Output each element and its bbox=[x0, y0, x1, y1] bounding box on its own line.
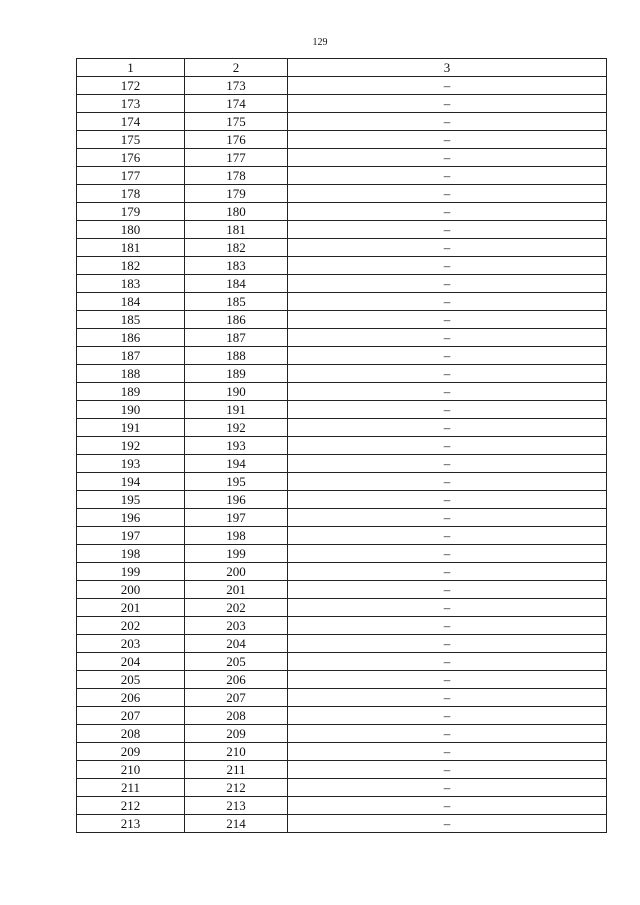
table-cell-col2: 188 bbox=[185, 347, 288, 365]
table-cell-col2: 186 bbox=[185, 311, 288, 329]
table-body bbox=[77, 77, 607, 833]
table-cell-col1: 203 bbox=[77, 635, 185, 653]
table-cell-col3: – bbox=[288, 797, 607, 815]
table-cell-col1: 198 bbox=[77, 545, 185, 563]
table-cell-col3: – bbox=[288, 563, 607, 581]
table-cell-col1: 211 bbox=[77, 779, 185, 797]
table-cell-col2: 196 bbox=[185, 491, 288, 509]
table-cell-col3: – bbox=[288, 95, 607, 113]
table-cell-col3: – bbox=[288, 311, 607, 329]
table-cell-col3: – bbox=[288, 419, 607, 437]
table-row bbox=[77, 329, 607, 347]
table-cell-col1: 210 bbox=[77, 761, 185, 779]
table-cell-col2: 212 bbox=[185, 779, 288, 797]
table-cell-col1: 178 bbox=[77, 185, 185, 203]
table-cell-col1: 189 bbox=[77, 383, 185, 401]
table-cell-col2: 179 bbox=[185, 185, 288, 203]
table-cell-col1: 195 bbox=[77, 491, 185, 509]
table-cell-col3: – bbox=[288, 815, 607, 833]
table-cell-col3: – bbox=[288, 437, 607, 455]
table-cell-col2: 176 bbox=[185, 131, 288, 149]
table-cell-col1: 182 bbox=[77, 257, 185, 275]
table-cell-col2: 211 bbox=[185, 761, 288, 779]
table-row bbox=[77, 77, 607, 95]
table-row bbox=[77, 203, 607, 221]
table-row bbox=[77, 275, 607, 293]
table-row bbox=[77, 149, 607, 167]
table-cell-col3: – bbox=[288, 671, 607, 689]
table-row bbox=[77, 491, 607, 509]
table-cell-col2: 178 bbox=[185, 167, 288, 185]
table-row bbox=[77, 599, 607, 617]
table-cell-col1: 177 bbox=[77, 167, 185, 185]
table-cell-col1: 190 bbox=[77, 401, 185, 419]
table-cell-col2: 191 bbox=[185, 401, 288, 419]
table-cell-col1: 175 bbox=[77, 131, 185, 149]
table-row bbox=[77, 293, 607, 311]
table-row bbox=[77, 815, 607, 833]
table-row bbox=[77, 527, 607, 545]
table-cell-col3: – bbox=[288, 653, 607, 671]
table-cell-col3: – bbox=[288, 743, 607, 761]
table-cell-col1: 202 bbox=[77, 617, 185, 635]
table-cell-col2: 205 bbox=[185, 653, 288, 671]
table-cell-col1: 212 bbox=[77, 797, 185, 815]
table-cell-col3: – bbox=[288, 185, 607, 203]
table-cell-col2: 208 bbox=[185, 707, 288, 725]
table-row bbox=[77, 257, 607, 275]
table-row bbox=[77, 383, 607, 401]
table-cell-col2: 206 bbox=[185, 671, 288, 689]
table-cell-col2: 180 bbox=[185, 203, 288, 221]
table-cell-col2: 200 bbox=[185, 563, 288, 581]
table-cell-col1: 174 bbox=[77, 113, 185, 131]
table-cell-col1: 204 bbox=[77, 653, 185, 671]
table-cell-col3: – bbox=[288, 149, 607, 167]
table-cell-col1: 199 bbox=[77, 563, 185, 581]
table-row bbox=[77, 581, 607, 599]
table-row bbox=[77, 671, 607, 689]
table-cell-col2: 199 bbox=[185, 545, 288, 563]
table-row bbox=[77, 239, 607, 257]
table-header bbox=[77, 59, 607, 77]
table-row bbox=[77, 689, 607, 707]
table-cell-col2: 203 bbox=[185, 617, 288, 635]
table-cell-col3: – bbox=[288, 77, 607, 95]
table-cell-col3: – bbox=[288, 365, 607, 383]
table-cell-col3: – bbox=[288, 491, 607, 509]
table-row bbox=[77, 221, 607, 239]
table-cell-col1: 179 bbox=[77, 203, 185, 221]
table-cell-col3: – bbox=[288, 581, 607, 599]
table-row bbox=[77, 401, 607, 419]
table-cell-col3: – bbox=[288, 635, 607, 653]
table-row bbox=[77, 311, 607, 329]
table-row bbox=[77, 437, 607, 455]
table-cell-col3: – bbox=[288, 347, 607, 365]
table-cell-col3: – bbox=[288, 707, 607, 725]
table-cell-col1: 213 bbox=[77, 815, 185, 833]
table-cell-col2: 173 bbox=[185, 77, 288, 95]
table-cell-col3: – bbox=[288, 509, 607, 527]
table-cell-col1: 194 bbox=[77, 473, 185, 491]
table-cell-col2: 209 bbox=[185, 725, 288, 743]
table-cell-col1: 207 bbox=[77, 707, 185, 725]
table-cell-col1: 176 bbox=[77, 149, 185, 167]
table-cell-col2: 182 bbox=[185, 239, 288, 257]
table-cell-col3: – bbox=[288, 617, 607, 635]
table-cell-col2: 184 bbox=[185, 275, 288, 293]
table-cell-col1: 205 bbox=[77, 671, 185, 689]
table-cell-col2: 193 bbox=[185, 437, 288, 455]
table-cell-col3: – bbox=[288, 257, 607, 275]
table-row bbox=[77, 365, 607, 383]
table-cell-col1: 188 bbox=[77, 365, 185, 383]
table-row bbox=[77, 635, 607, 653]
table-row bbox=[77, 95, 607, 113]
table-cell-col3: – bbox=[288, 329, 607, 347]
table-cell-col1: 173 bbox=[77, 95, 185, 113]
table-row bbox=[77, 653, 607, 671]
table-cell-col2: 195 bbox=[185, 473, 288, 491]
data-table bbox=[76, 58, 607, 833]
table-cell-col3: – bbox=[288, 455, 607, 473]
table-header-row bbox=[77, 59, 607, 77]
table-row bbox=[77, 185, 607, 203]
table-cell-col3: – bbox=[288, 599, 607, 617]
table-row bbox=[77, 779, 607, 797]
table-cell-col1: 192 bbox=[77, 437, 185, 455]
table-cell-col1: 183 bbox=[77, 275, 185, 293]
table-row bbox=[77, 707, 607, 725]
table-cell-col2: 210 bbox=[185, 743, 288, 761]
table-cell-col2: 187 bbox=[185, 329, 288, 347]
table-cell-col3: – bbox=[288, 527, 607, 545]
table-cell-col2: 197 bbox=[185, 509, 288, 527]
table-cell-col2: 177 bbox=[185, 149, 288, 167]
table-cell-col1: 206 bbox=[77, 689, 185, 707]
table-cell-col1: 184 bbox=[77, 293, 185, 311]
table-cell-col3: – bbox=[288, 725, 607, 743]
table-cell-col3: – bbox=[288, 473, 607, 491]
table-cell-col2: 214 bbox=[185, 815, 288, 833]
table-row bbox=[77, 167, 607, 185]
table-cell-col1: 196 bbox=[77, 509, 185, 527]
table-cell-col2: 207 bbox=[185, 689, 288, 707]
table-cell-col3: – bbox=[288, 221, 607, 239]
table-cell-col3: – bbox=[288, 275, 607, 293]
table-cell-col2: 213 bbox=[185, 797, 288, 815]
table-cell-col3: – bbox=[288, 293, 607, 311]
table-row bbox=[77, 455, 607, 473]
table-cell-col2: 201 bbox=[185, 581, 288, 599]
column-header-3: 3 bbox=[288, 59, 607, 77]
table-row bbox=[77, 113, 607, 131]
table-cell-col2: 174 bbox=[185, 95, 288, 113]
table-cell-col1: 191 bbox=[77, 419, 185, 437]
table-row bbox=[77, 473, 607, 491]
table-cell-col3: – bbox=[288, 167, 607, 185]
table-cell-col1: 209 bbox=[77, 743, 185, 761]
column-header-2: 2 bbox=[185, 59, 288, 77]
table-row bbox=[77, 563, 607, 581]
table-cell-col1: 181 bbox=[77, 239, 185, 257]
table-row bbox=[77, 761, 607, 779]
table-cell-col3: – bbox=[288, 689, 607, 707]
table-cell-col2: 183 bbox=[185, 257, 288, 275]
table-cell-col2: 190 bbox=[185, 383, 288, 401]
table-row bbox=[77, 797, 607, 815]
column-header-1: 1 bbox=[77, 59, 185, 77]
table-cell-col2: 175 bbox=[185, 113, 288, 131]
table-row bbox=[77, 419, 607, 437]
table-cell-col2: 181 bbox=[185, 221, 288, 239]
table-cell-col2: 185 bbox=[185, 293, 288, 311]
table-cell-col1: 187 bbox=[77, 347, 185, 365]
table-row bbox=[77, 131, 607, 149]
table-row bbox=[77, 545, 607, 563]
table-cell-col2: 194 bbox=[185, 455, 288, 473]
table-cell-col2: 202 bbox=[185, 599, 288, 617]
table-cell-col3: – bbox=[288, 383, 607, 401]
table-cell-col1: 201 bbox=[77, 599, 185, 617]
table-cell-col1: 186 bbox=[77, 329, 185, 347]
table-cell-col3: – bbox=[288, 545, 607, 563]
table-cell-col1: 200 bbox=[77, 581, 185, 599]
table-cell-col3: – bbox=[288, 779, 607, 797]
table-cell-col2: 204 bbox=[185, 635, 288, 653]
table-row bbox=[77, 509, 607, 527]
table-cell-col1: 208 bbox=[77, 725, 185, 743]
table-cell-col3: – bbox=[288, 761, 607, 779]
table-cell-col1: 193 bbox=[77, 455, 185, 473]
table-cell-col3: – bbox=[288, 401, 607, 419]
table-row bbox=[77, 743, 607, 761]
table-cell-col1: 197 bbox=[77, 527, 185, 545]
table-row bbox=[77, 617, 607, 635]
page-number: 129 bbox=[312, 37, 328, 48]
table-cell-col3: – bbox=[288, 203, 607, 221]
table-cell-col3: – bbox=[288, 131, 607, 149]
table-row bbox=[77, 347, 607, 365]
table-cell-col2: 189 bbox=[185, 365, 288, 383]
table-cell-col1: 180 bbox=[77, 221, 185, 239]
table-cell-col3: – bbox=[288, 239, 607, 257]
table-cell-col1: 172 bbox=[77, 77, 185, 95]
table-cell-col1: 185 bbox=[77, 311, 185, 329]
table-cell-col2: 198 bbox=[185, 527, 288, 545]
table-cell-col3: – bbox=[288, 113, 607, 131]
table-cell-col2: 192 bbox=[185, 419, 288, 437]
table-row bbox=[77, 725, 607, 743]
